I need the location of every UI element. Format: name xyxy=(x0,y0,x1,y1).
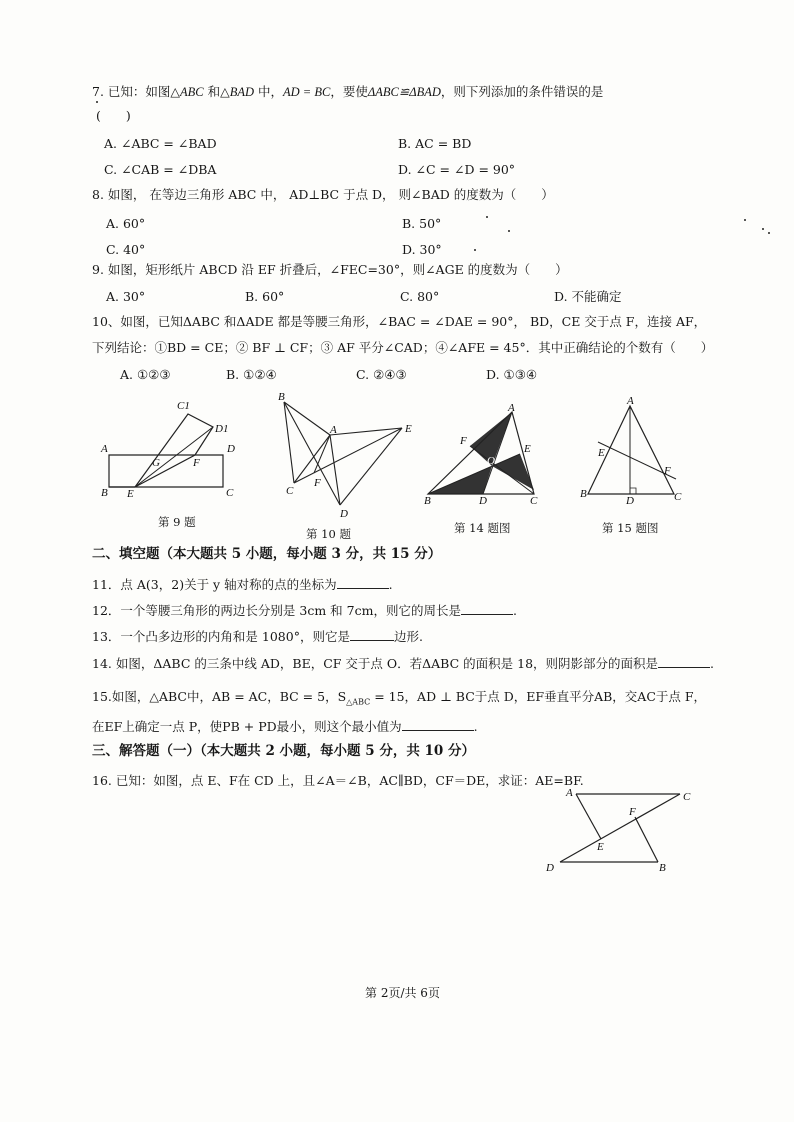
fig15-label-c: C xyxy=(674,491,682,503)
fig9-label-d: D xyxy=(227,443,235,455)
fig16-label-e: E xyxy=(597,841,604,853)
fig16-ae xyxy=(576,794,601,839)
q9-option-b: B. 60° xyxy=(245,289,285,304)
figure-10 xyxy=(272,388,422,518)
fig16-label-d: D xyxy=(546,862,554,874)
fig9-label-c1: C1 xyxy=(177,400,190,412)
fig14-label-b: B xyxy=(424,495,431,505)
fig15-label-e: E xyxy=(598,447,605,459)
fig16-label-c: C xyxy=(683,791,691,803)
q7-option-a: A. ∠ABC = ∠BAD xyxy=(104,136,217,151)
fig9-label-e: E xyxy=(127,488,134,500)
fig10-label-d: D xyxy=(340,508,348,518)
q9-option-a: A. 30° xyxy=(106,289,146,304)
q8-stem: 8. 如图， 在等边三角形 ABC 中， AD⊥BC 于点 D， 则∠BAD 的度数为（ ） xyxy=(92,187,554,202)
q7-option-b: B. AC = BD xyxy=(398,136,472,151)
fig15-label-d: D xyxy=(626,495,634,506)
fig16-dc xyxy=(560,794,680,862)
fig10-label-f: F xyxy=(314,477,321,489)
fig16-fb xyxy=(635,817,658,862)
q8-option-c: C. 40° xyxy=(106,242,146,257)
fig9-label-g: G xyxy=(152,457,160,469)
q10-option-a: A. ①②③ xyxy=(120,367,171,382)
q13: 13．一个凸多边形的内角和是 1080°，则它是 边形. xyxy=(92,629,423,644)
q10-option-d: D. ①③④ xyxy=(486,367,538,382)
fig9-folded-dashed xyxy=(135,455,223,487)
fig14-caption: 第 14 题图 xyxy=(454,521,511,535)
section3-title: 三、解答题（一）（本大题共 2 小题，每小题 5 分，共 10 分） xyxy=(92,743,476,759)
q9-option-d: D. 不能确定 xyxy=(554,289,622,304)
fig9-label-c: C xyxy=(226,487,234,499)
q12: 12．一个等腰三角形的两边长分别是 3cm 和 7cm，则它的周长是 . xyxy=(92,603,517,618)
page-footer: 第 2页/共 6页 xyxy=(365,986,440,1000)
fig10-caption: 第 10 题 xyxy=(306,527,351,541)
fig10-label-c: C xyxy=(286,485,294,497)
fig10-label-a: A xyxy=(330,424,337,436)
figure-15 xyxy=(578,394,688,506)
q8-option-b: B. 50° xyxy=(402,216,442,231)
figure-9 xyxy=(95,392,245,504)
q8-option-a: A. 60° xyxy=(106,216,146,231)
fig9-folded-part xyxy=(135,414,213,487)
q11: 11．点 A(3，2)关于 y 轴对称的点的坐标为 . xyxy=(92,577,393,592)
q7-stem: 7. 已知：如图△ABC 和△BAD 中，AD = BC，要使ΔABC≌ΔBAD，则下列添加的条件错误的是 xyxy=(92,84,604,99)
section2-title: 二、填空题（本大题共 5 小题，每小题 3 分，共 15 分） xyxy=(92,546,442,562)
fig14-label-c: C xyxy=(530,495,538,505)
q10-option-c: C. ②④③ xyxy=(356,367,407,382)
fig14-label-e: E xyxy=(524,443,531,455)
fig9-label-b: B xyxy=(101,487,108,499)
q9-option-c: C. 80° xyxy=(400,289,440,304)
fig9-caption: 第 9 题 xyxy=(158,515,196,529)
fig10-label-e: E xyxy=(405,423,412,435)
q15-line2: 在EF上确定一点 P，使PB + PD最小，则这个最小值为 . xyxy=(92,719,478,734)
q10-stem-line2: 下列结论：①BD = CE；② BF ⊥ CF；③ AF 平分∠CAD；④∠AFE = 45°．其中正确结论的个数有（ ） xyxy=(92,340,714,355)
q7-answer-paren: ( ) xyxy=(96,108,131,123)
fig16-label-b: B xyxy=(659,862,666,874)
q8-option-d: D. 30° xyxy=(402,242,442,257)
q9-stem: 9. 如图，矩形纸片 ABCD 沿 EF 折叠后，∠FEC=30°，则∠AGE 的度数为（ ） xyxy=(92,262,568,277)
q14: 14. 如图，ΔABC 的三条中线 AD，BE，CF 交于点 O．若ΔABC 的面积是 18，则阴影部分的面积是 . xyxy=(92,656,715,671)
fig15-label-a: A xyxy=(627,395,634,407)
fig16-label-a: A xyxy=(566,787,573,799)
figure-16 xyxy=(538,782,703,877)
fig14-label-d: D xyxy=(479,495,487,505)
fig16-label-f: F xyxy=(629,806,636,818)
fig10-label-b: B xyxy=(278,391,285,403)
fig9-label-f: F xyxy=(193,457,200,469)
fig14-label-f: F xyxy=(460,435,467,447)
fig14-label-o: O xyxy=(487,455,495,467)
fig9-label-d1: D1 xyxy=(215,423,229,435)
fig9-label-a: A xyxy=(101,443,108,455)
fig15-caption: 第 15 题图 xyxy=(602,521,659,535)
q7-option-c: C. ∠CAB = ∠DBA xyxy=(104,162,217,177)
fig15-label-b: B xyxy=(580,488,587,500)
figure-14 xyxy=(422,400,547,505)
fig14-label-a: A xyxy=(508,402,515,414)
q16: 16. 已知：如图，点 E、F在 CD 上，且∠A＝∠B，AC∥BD，CF＝DE，求证：AE=BF. xyxy=(92,773,584,788)
q10-option-b: B. ①②④ xyxy=(226,367,277,382)
q10-stem-line1: 10、如图，已知ΔABC 和ΔADE 都是等腰三角形，∠BAC = ∠DAE = 90°， BD，CE 交于点 F，连接 AF， xyxy=(92,314,707,329)
q7-option-d: D. ∠C = ∠D = 90° xyxy=(398,162,516,177)
fig15-label-f: F xyxy=(664,465,671,477)
q15-line1: 15.如图，△ABC中，AB = AC，BC = 5，$S_{\triangle ABC} = 15$，AD ⊥ BC于点 D，EF垂直平分AB，交AC于点 F， xyxy=(92,689,707,707)
